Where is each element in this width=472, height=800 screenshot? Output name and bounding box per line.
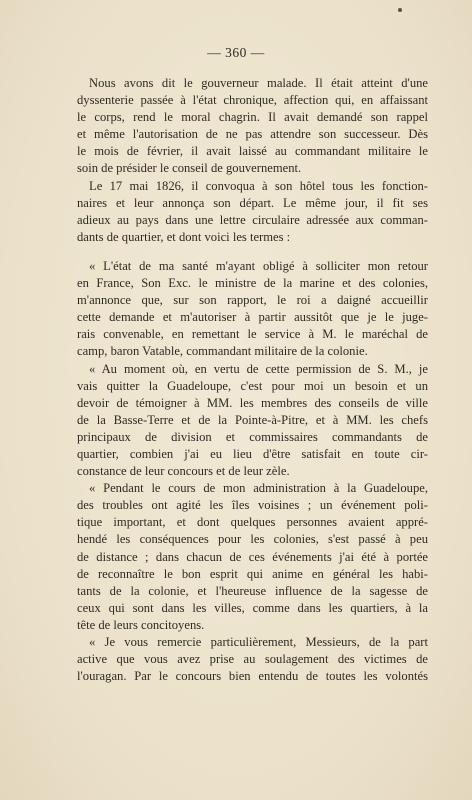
quote-line: « rais convenable, en remettant le service à M. le maréchal de xyxy=(77,326,428,343)
quote-line: « de la Basse-Terre et de la Pointe-à-Pitre, et à MM. les chefs xyxy=(77,412,428,429)
ink-speck xyxy=(398,8,402,12)
quote-line: « cette demande et m'autoriser à partir aussitôt que je le juge- xyxy=(77,309,428,326)
quote-line: « Au moment où, en vertu de cette permission de S. M., je xyxy=(89,361,428,376)
quote-line: « devoir de témoigner à MM. les membres des conseils de ville xyxy=(77,395,428,412)
quote-line: « tête de leurs concitoyens. xyxy=(77,617,428,634)
quote-line: « vais quitter la Guadeloupe, c'est pour moi un besoin et un xyxy=(77,378,428,395)
quote-paragraph-retour-en-france xyxy=(77,258,428,361)
quote-line: « des troubles ont agité les îles voisines ; un événement poli- xyxy=(77,497,428,514)
quote-line: « constance de leur concours et de leur zèle. xyxy=(77,463,428,480)
body-text xyxy=(77,75,428,685)
paragraph-gouverneur-malade xyxy=(77,75,428,178)
quote-line: « en France, Son Exc. le ministre de la marine et des colonies, xyxy=(77,275,428,292)
text-line: dyssenterie passée à l'état chronique, affection qui, en affaissant xyxy=(77,93,428,108)
text-line: dants de quartier, et dont voici les termes : xyxy=(77,229,291,244)
quote-line: « de reconnaître le bon esprit qui anime en général les habi- xyxy=(77,566,428,583)
quote-line: « camp, baron Vatable, commandant militaire de la colonie. xyxy=(77,343,428,360)
text-line: Nous avons dit le gouverneur malade. Il était atteint d'une xyxy=(89,76,428,90)
quote-paragraph-administration xyxy=(77,480,428,634)
quote-line: « tants de la colonie, et l'heureuse influence de la sagesse de xyxy=(77,583,428,600)
quote-line: « L'état de ma santé m'ayant obligé à solliciter mon retour xyxy=(89,258,428,273)
text-line: le mois de février, il avait laissé au commandant militaire le xyxy=(77,144,428,159)
text-line: et même l'autorisation de ne pas attendre son successeur. Dès xyxy=(77,127,428,142)
quote-line: « active que vous avez prise au soulagement des victimes de xyxy=(77,651,428,668)
paragraph-17-mai-1826 xyxy=(77,178,428,246)
quote-line: « de distance ; dans chacun de ces événements j'ai été à portée xyxy=(77,549,428,566)
quote-line: « m'annonce que, sur son rapport, le roi a daigné accueillir xyxy=(77,292,428,309)
quote-line: « Je vous remercie particulièrement, Messieurs, de la part xyxy=(89,635,428,649)
quote-line: « principaux de division et commissaires commandants de xyxy=(77,429,428,446)
quote-paragraph-au-moment xyxy=(77,361,428,481)
text-line: le corps, rend le moral chagrin. Il avait demandé son rappel xyxy=(77,110,428,125)
text-line: naires et leur annonça son départ. Le même jour, il fit ses xyxy=(77,195,428,210)
quote-paragraph-remerciement xyxy=(77,634,428,685)
quote-line: « ceux qui sont dans les villes, comme dans les quartiers, à la xyxy=(77,600,428,617)
quote-line: « tique important, et dont quelques personnes avaient appré- xyxy=(77,514,428,531)
paragraph-gap xyxy=(77,246,428,258)
quote-line: « Pendant le cours de mon administration à la Guadeloupe, xyxy=(89,481,428,496)
page-number: — 360 — xyxy=(207,45,265,60)
text-line: soin de présider le conseil de gouvernement. xyxy=(77,161,302,176)
quote-line: « hendé les conséquences pour les colonies, s'est passé à peu xyxy=(77,531,428,548)
text-line: Le 17 mai 1826, il convoqua à son hôtel tous les fonction- xyxy=(89,178,428,193)
quote-line: « quartier, combien j'ai eu lieu d'être satisfait en toute cir- xyxy=(77,446,428,463)
quote-line: « l'ouragan. Par le concours bien entendu de toutes les volontés xyxy=(77,668,428,685)
text-line: adieux au pays dans une lettre circulaire adressée aux comman- xyxy=(77,212,428,227)
